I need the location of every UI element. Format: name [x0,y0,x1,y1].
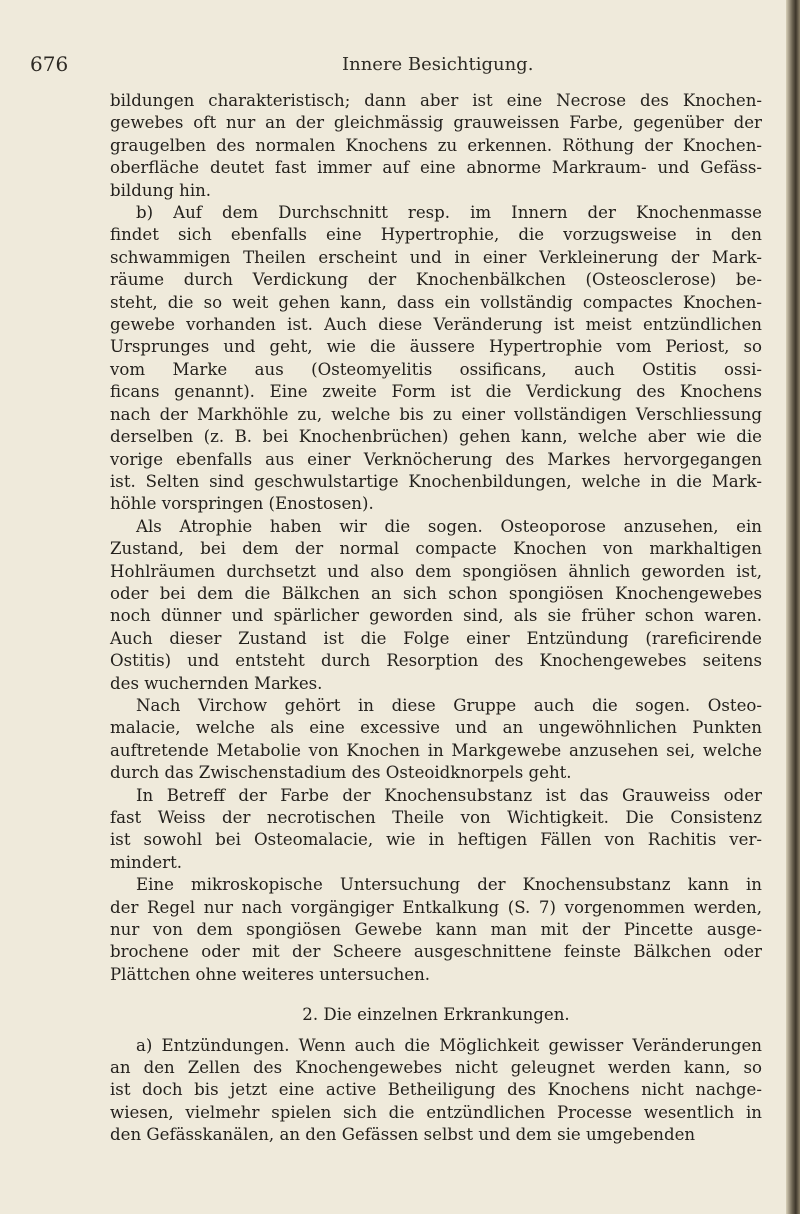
text-line: b) Auf dem Durchschnitt resp. im Innern der Knochenmasse [136,203,762,223]
text-line: nach der Markhöhle zu, welche bis zu einer vollständigen Verschliessung [110,404,762,424]
running-head: Innere Besichtigung. [342,54,534,75]
text-line: nur von dem spongiösen Gewebe kann man mit der Pincette ausge- [110,920,762,940]
page-edge-shadow [786,0,800,1214]
text-line: höhle vorspringen (Enostosen). [110,494,374,514]
text-line: an den Zellen des Knochengewebes nicht geleugnet werden kann, so [110,1058,762,1078]
text-line: Eine mikroskopische Untersuchung der Knochensubstanz kann in [136,875,762,895]
text-line: oder bei dem die Bälkchen an sich schon spongiösen Knochengewebes [110,583,762,603]
text-line: vom Marke aus (Osteomyelitis ossificans, auch Ostitis ossi- [110,359,762,379]
text-line: den Gefässkanälen, an den Gefässen selbst und dem sie umgebenden [110,1125,696,1145]
text-line: vorige ebenfalls aus einer Verknöcherung des Markes hervorgegangen [110,449,762,469]
text-line: a) Entzündungen. Wenn auch die Möglichkeit gewisser Veränderungen [136,1035,762,1055]
page-header [30,52,770,82]
section-heading: 2. Die einzelnen Erkrankungen. [302,1005,570,1025]
text-line: des wuchernden Markes. [110,673,323,693]
text-line: malacie, welche als eine excessive und an ungewöhnlichen Punkten [110,718,762,738]
text-line: oberfläche deutet fast immer auf eine abnorme Markraum- und Gefäss- [110,158,762,178]
section-spacer [110,986,762,1004]
section-spacer [110,1027,762,1035]
text-line: gewebe vorhanden ist. Auch diese Veränderung ist meist entzündlichen [110,315,762,335]
text-line: ficans genannt). Eine zweite Form ist die Verdickung des Knochens [110,382,762,402]
text-line: steht, die so weit gehen kann, dass ein vollständig compactes Knochen- [110,292,762,312]
text-line: In Betreff der Farbe der Knochensubstanz ist das Grauweiss oder [136,785,762,805]
text-line: räume durch Verdickung der Knochenbälkchen (Osteosclerose) be- [110,270,762,290]
text-line: wiesen, vielmehr spielen sich die entzündlichen Processe wesentlich in [110,1102,762,1122]
text-line: findet sich ebenfalls eine Hypertrophie, die vorzugsweise in den [110,225,762,245]
text-line: ist doch bis jetzt eine active Betheiligung des Knochens nicht nachge- [110,1080,762,1100]
text-line: Hohlräumen durchsetzt und also dem spongiösen ähnlich geworden ist, [110,561,762,581]
text-line: noch dünner und spärlicher geworden sind, als sie früher schon waren. [110,606,762,626]
text-line: auftretende Metabolie von Knochen in Markgewebe anzusehen sei, welche [110,740,762,760]
text-line: Zustand, bei dem der normal compacte Knochen von markhaltigen [110,539,762,559]
body-text [110,90,762,1147]
text-line: bildung hin. [110,180,212,200]
text-line: schwammigen Theilen erscheint und in einer Verkleinerung der Mark- [110,247,762,267]
text-line: durch das Zwischenstadium des Osteoidknorpels geht. [110,763,572,783]
text-line: brochene oder mit der Scheere ausgeschnittene feinste Bälkchen oder [110,942,762,962]
text-line: Nach Virchow gehört in diese Gruppe auch die sogen. Osteo- [136,695,762,715]
text-line: Ostitis) und entsteht durch Resorption des Knochengewebes seitens [110,651,762,671]
text-line: Ursprunges und geht, wie die äussere Hypertrophie vom Periost, so [110,337,762,357]
page-number: 676 [30,52,69,76]
text-line: Auch dieser Zustand ist die Folge einer Entzündung (rareficirende [110,628,762,648]
text-line: gewebes oft nur an der gleichmässig grauweissen Farbe, gegenüber der [110,113,762,133]
text-line: der Regel nur nach vorgängiger Entkalkung (S. 7) vorgenommen werden, [110,897,762,917]
text-line: Plättchen ohne weiteres untersuchen. [110,964,431,984]
text-line: mindert. [110,852,183,872]
text-line: ist sowohl bei Osteomalacie, wie in heftigen Fällen von Rachitis ver- [110,830,762,850]
text-line: graugelben des normalen Knochens zu erkennen. Röthung der Knochen- [110,135,762,155]
text-line: ist. Selten sind geschwulstartige Knochenbildungen, welche in die Mark- [110,471,762,491]
text-line: fast Weiss der necrotischen Theile von Wichtigkeit. Die Consistenz [110,808,762,827]
text-line: bildungen charakteristisch; dann aber ist eine Necrose des Knochen- [110,91,762,110]
text-line: derselben (z. B. bei Knochenbrüchen) gehen kann, welche aber wie die [110,427,762,447]
text-line: Als Atrophie haben wir die sogen. Osteoporose anzusehen, ein [136,516,762,536]
